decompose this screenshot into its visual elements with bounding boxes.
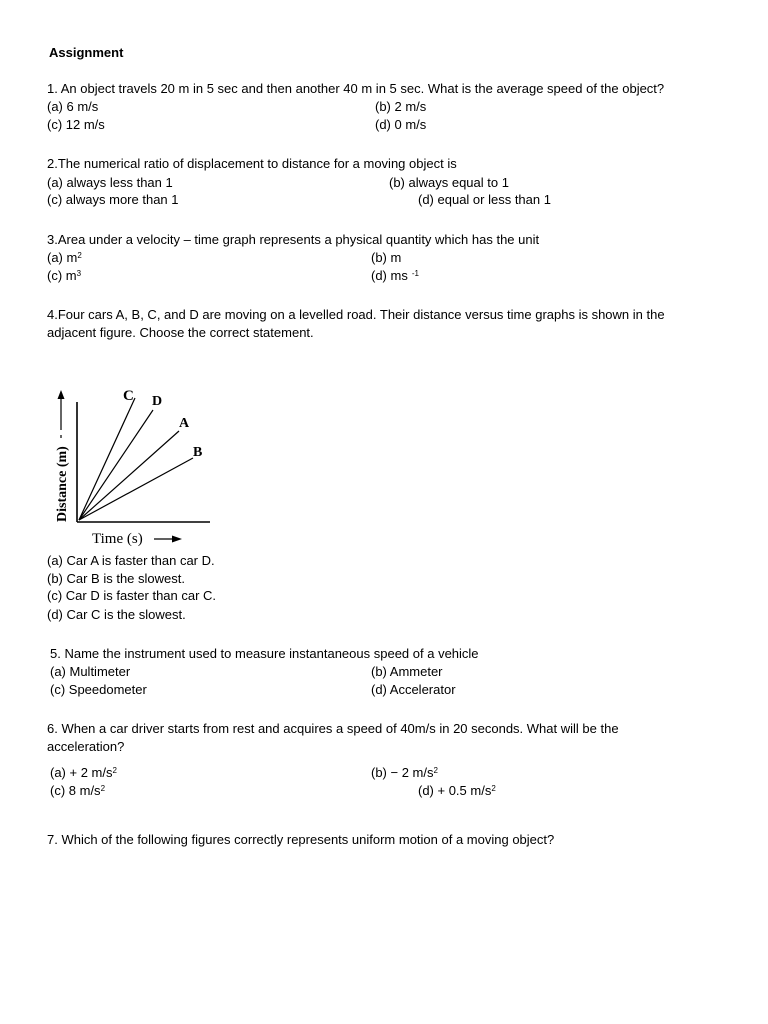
option-a	[47, 250, 82, 266]
option-d	[418, 783, 496, 799]
option-b: (b) Ammeter	[371, 664, 443, 679]
question-6-text-line2: acceleration?	[47, 739, 125, 754]
line-a	[79, 431, 179, 520]
y-arrow-head	[58, 390, 65, 399]
option-a: (a) Car A is faster than car D.	[47, 553, 215, 568]
superscript: 2	[433, 766, 438, 775]
superscript: 2	[112, 766, 117, 775]
question-3-text: 3.Area under a velocity – time graph represents a physical quantity which has the unit	[47, 232, 540, 247]
option-a: (a) always less than 1	[47, 175, 173, 190]
option-c	[47, 268, 81, 284]
option-c-text: (c) 8 m/s	[50, 783, 101, 798]
superscript: 2	[100, 784, 106, 793]
question-4-text-line1: 4.Four cars A, B, C, and D are moving on a levelled road. Their distance versus time graphs is shown in the	[47, 307, 665, 322]
distance-time-graph	[45, 380, 225, 552]
option-d: (d) equal or less than 1	[418, 192, 551, 207]
option-a	[50, 765, 117, 781]
option-a-text: (a) m	[47, 250, 78, 265]
option-d	[371, 268, 419, 284]
question-5-text: 5. Name the instrument used to measure instantaneous speed of a vehicle	[50, 646, 479, 661]
option-b: (b) m	[371, 250, 402, 265]
line-c	[79, 398, 135, 520]
x-axis-label: Time (s)	[92, 531, 143, 547]
option-b	[371, 765, 438, 781]
question-1-text: 1. An object travels 20 m in 5 sec and then another 40 m in 5 sec. What is the average speed of the object?	[47, 81, 665, 96]
option-d-text: (d) ms	[371, 268, 408, 283]
y-axis-label: Distance (m)	[55, 446, 70, 522]
x-arrow-head	[172, 536, 182, 543]
superscript: 2	[77, 251, 82, 260]
option-b-text: (b) − 2 m/s	[371, 765, 434, 780]
line-b	[79, 458, 193, 520]
option-c: (c) always more than 1	[47, 192, 179, 207]
option-c: (c) 12 m/s	[47, 117, 105, 132]
question-2-text: 2.The numerical ratio of displacement to distance for a moving object is	[47, 156, 457, 171]
option-c: (c) Car D is faster than car C.	[47, 588, 217, 603]
line-d	[79, 410, 153, 520]
option-d: (d) Car C is the slowest.	[47, 607, 186, 622]
superscript: 2	[491, 784, 496, 793]
line-label-a: A	[179, 416, 190, 431]
option-a: (a) Multimeter	[50, 664, 131, 679]
superscript: 3	[76, 269, 82, 278]
question-6-text-line1: 6. When a car driver starts from rest and acquires a speed of 40m/s in 20 seconds. What will be the	[47, 721, 619, 736]
line-label-b: B	[193, 445, 203, 460]
option-b: (b) Car B is the slowest.	[47, 571, 185, 586]
question-7-text: 7. Which of the following figures correctly represents uniform motion of a moving object?	[47, 832, 555, 847]
option-b: (b) 2 m/s	[375, 99, 427, 114]
line-label-c: C	[123, 388, 134, 404]
question-4-text-line2: adjacent figure. Choose the correct statement.	[47, 325, 314, 340]
option-a: (a) 6 m/s	[47, 99, 99, 114]
superscript: -1	[411, 269, 419, 278]
option-d-text: (d) + 0.5 m/s	[418, 783, 492, 798]
option-c	[50, 783, 105, 799]
line-label-d: D	[152, 394, 163, 409]
option-b: (b) always equal to 1	[389, 175, 509, 190]
option-a-text: (a) + 2 m/s	[50, 765, 113, 780]
option-c: (c) Speedometer	[50, 682, 147, 697]
option-d: (d) 0 m/s	[375, 117, 427, 132]
page-title: Assignment	[49, 45, 124, 60]
option-c-text: (c) m	[47, 268, 77, 283]
option-d: (d) Accelerator	[371, 682, 456, 697]
